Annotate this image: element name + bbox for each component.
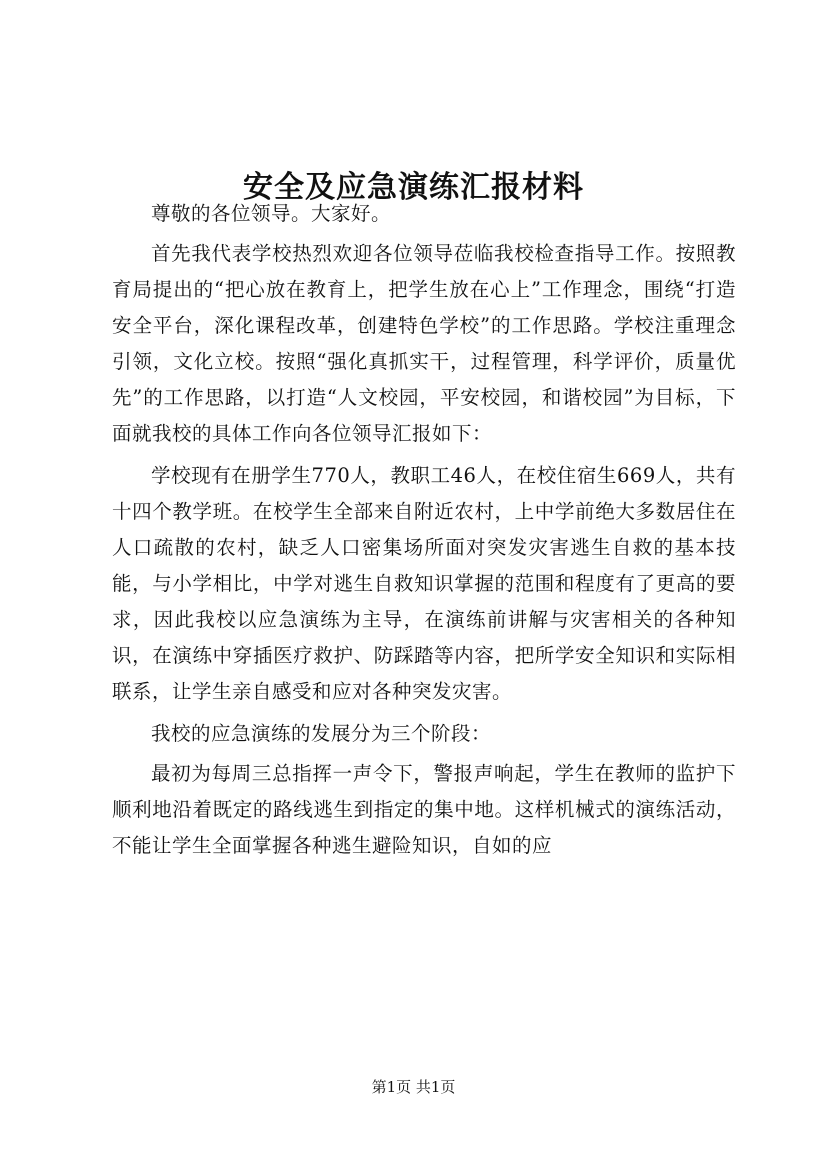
paragraph-stage-one: 最初为每周三总指挥一声令下，警报声响起，学生在教师的监护下顺利地沿着既定的路线逃生到指定的集中地。这样机械式的演练活动，不能让学生全面掌握各种逃生避险知识，自如的应 (112, 762, 736, 857)
paragraph-stages-intro: 我校的应急演练的发展分为三个阶段： (151, 722, 492, 745)
paragraph-welcome: 首先我代表学校热烈欢迎各位领导莅临我校检查指导工作。按照教育局提出的“把心放在教育上，把学生放在心上”工作理念，围绕“打造安全平台，深化课程改革，创建特色学校”的工作思路。学校注重理念引领，文化立校。按照“强化真抓实干，过程管理，科学评价，质量优先”的工作思路，以打造“人文校园，平安校园，和谐校园”为目标，下面就我校的具体工作向各位领导汇报如下： (112, 242, 736, 445)
page-footer: 第1页 共1页 (371, 1078, 456, 1096)
paragraph-greeting: 尊敬的各位领导。大家好。 (151, 202, 392, 225)
paragraph-school-overview: 学校现有在册学生770人，教职工46人，在校住宿生669人，共有十四个教学班。在校学生全部来自附近农村，上中学前绝大多数居住在人口疏散的农村，缺乏人口密集场所面对突发灾害逃生自救的基本技能，与小学相比，中学对逃生自救知识掌握的范围和程度有了更高的要求，因此我校以应急演练为主导，在演练前讲解与灾害相关的各种知识，在演练中穿插医疗救护、防踩踏等内容，把所学安全知识和实际相联系，让学生亲自感受和应对各种突发灾害。 (112, 464, 736, 703)
document-title: 安全及应急演练汇报材料 (243, 170, 584, 206)
document-body (112, 196, 736, 870)
